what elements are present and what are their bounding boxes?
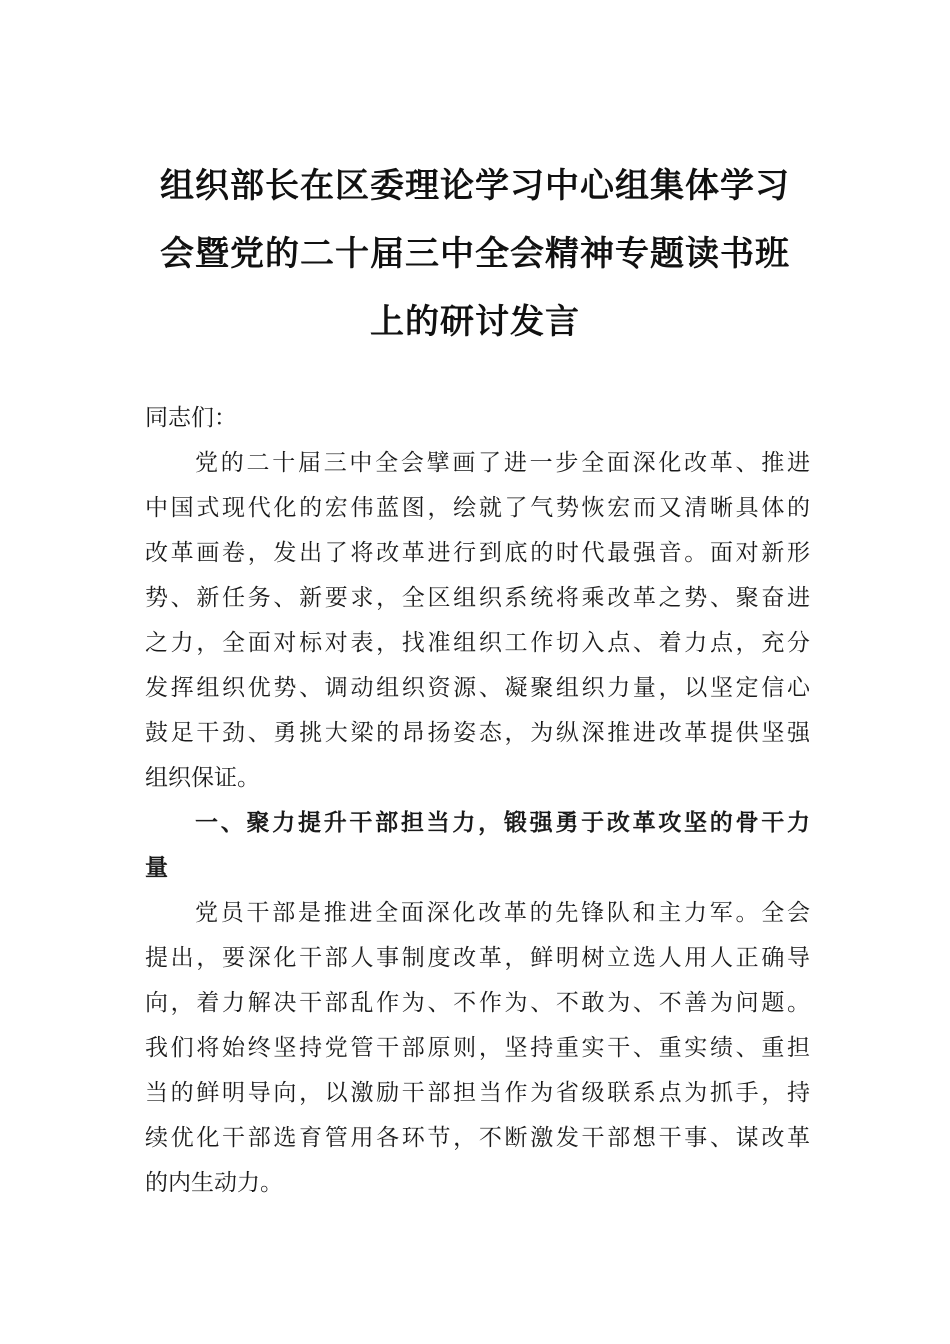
section-1-heading (145, 801, 810, 891)
title-line-1: 组织部长在区委理论学习中心组集体学习 (160, 166, 790, 206)
paragraph-1-line: 党的二十届三中全会擘画了进一步全面深化改革、推进 (195, 450, 810, 476)
paragraph-2-line: 提出，要深化干部人事制度改革，鲜明树立选人用人正确导 (145, 945, 810, 971)
paragraph-1-line: 发挥组织优势、调动组织资源、凝聚组织力量，以坚定信心 (145, 675, 810, 701)
paragraph-1-line: 改革画卷，发出了将改革进行到底的时代最强音。面对新形 (145, 540, 810, 566)
salutation: 同志们： (145, 405, 237, 431)
section-1-heading-line: 一、聚力提升干部担当力，锻强勇于改革攻坚的骨干力 (195, 810, 810, 836)
paragraph-2-line: 我们将始终坚持党管干部原则，坚持重实干、重实绩、重担 (145, 1035, 810, 1061)
paragraph-2-line: 向，着力解决干部乱作为、不作为、不敢为、不善为问题。 (145, 990, 810, 1016)
paragraph-2-line: 当的鲜明导向，以激励干部担当作为省级联系点为抓手，持 (145, 1080, 810, 1106)
title-line-3: 上的研讨发言 (370, 302, 580, 342)
title-line-2: 会暨党的二十届三中全会精神专题读书班 (160, 234, 790, 274)
paragraph-1-line: 势、新任务、新要求，全区组织系统将乘改革之势、聚奋进 (145, 585, 810, 611)
paragraph-1 (145, 441, 810, 801)
paragraph-2-line: 的内生动力。 (145, 1170, 283, 1196)
paragraph-1-line: 中国式现代化的宏伟蓝图，绘就了气势恢宏而又清晰具体的 (145, 495, 810, 521)
paragraph-2-line: 党员干部是推进全面深化改革的先锋队和主力军。全会 (195, 900, 810, 926)
section-1-heading-line: 量 (145, 855, 168, 881)
paragraph-2-line: 续优化干部选育管用各环节，不断激发干部想干事、谋改革 (145, 1125, 810, 1151)
paragraph-1-line: 组织保证。 (145, 765, 260, 791)
paragraph-2 (145, 891, 810, 1206)
document-body (145, 396, 810, 1206)
document-title (140, 152, 810, 356)
paragraph-1-line: 鼓足干劲、勇挑大梁的昂扬姿态，为纵深推进改革提供坚强 (145, 720, 810, 746)
paragraph-1-line: 之力，全面对标对表，找准组织工作切入点、着力点，充分 (145, 630, 810, 656)
